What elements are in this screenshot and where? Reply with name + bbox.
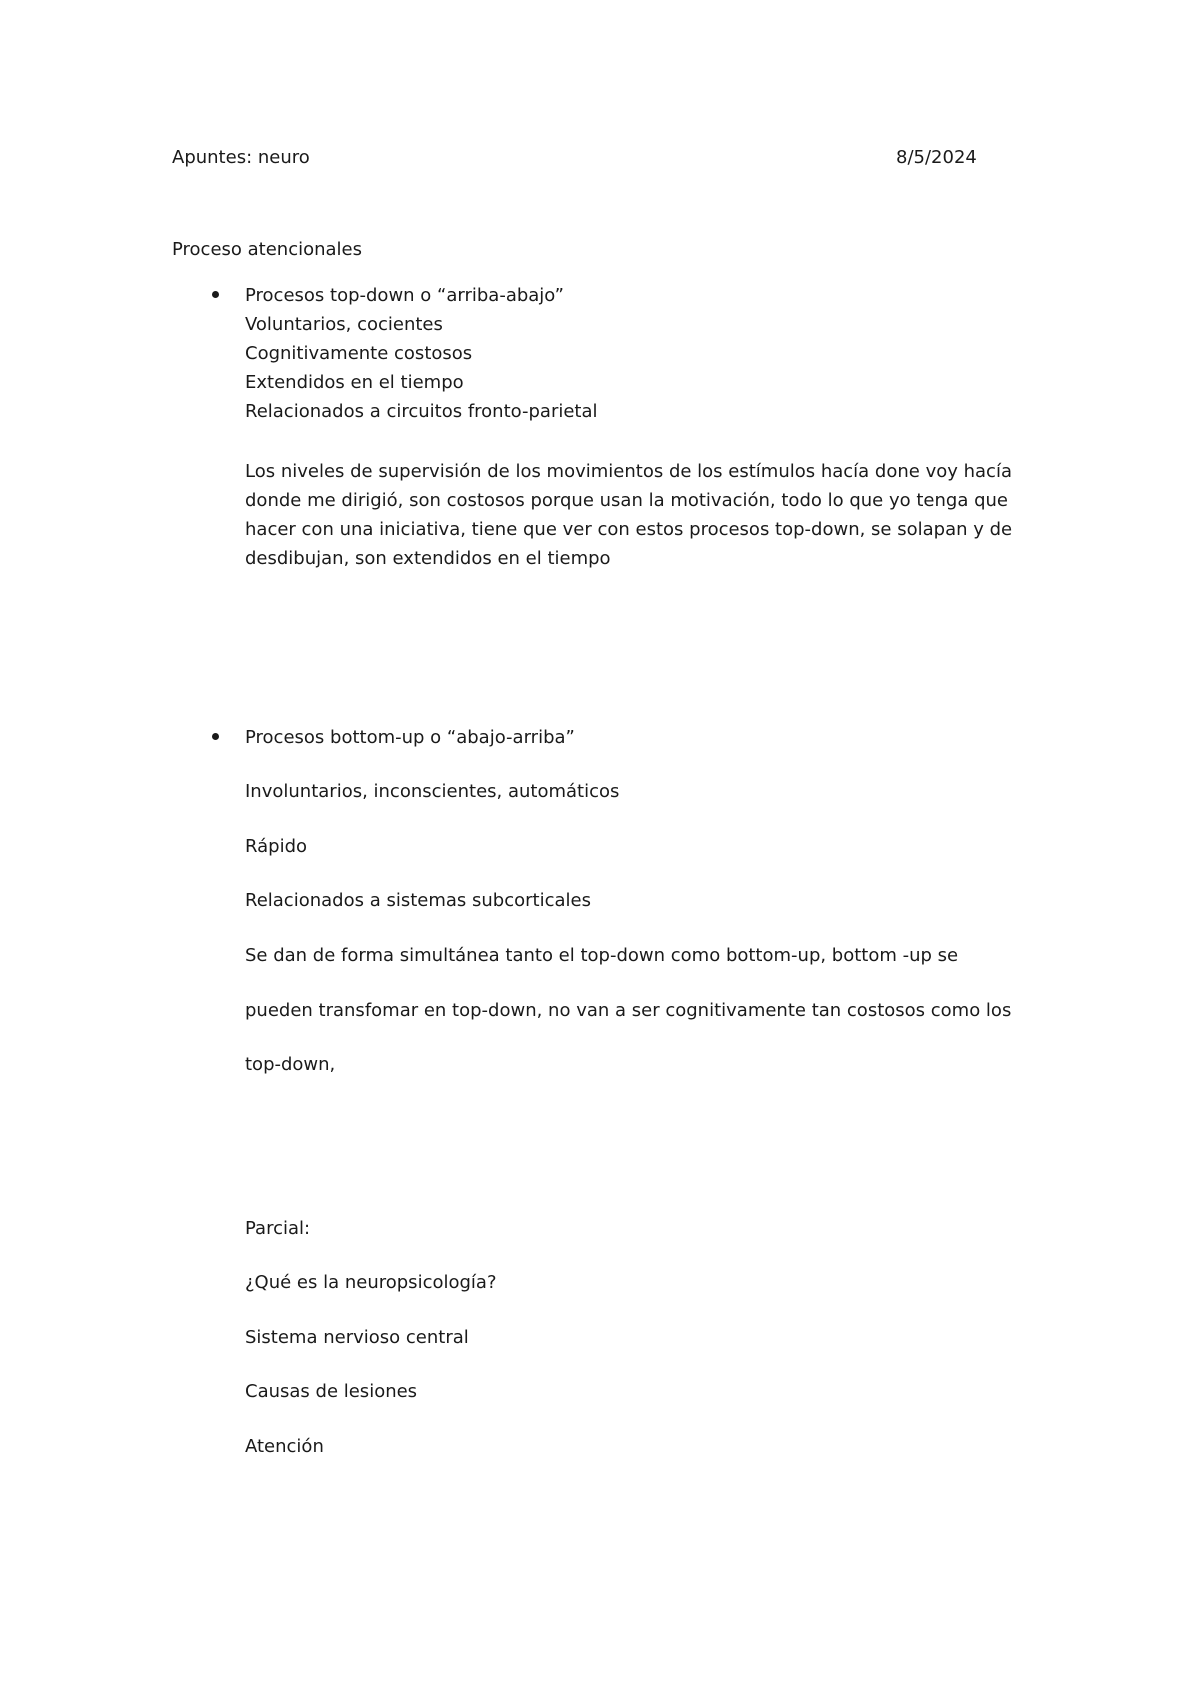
top-down-paragraph-line: Los niveles de supervisión de los movimientos de los estímulos hacía done voy hacía — [245, 461, 1012, 482]
bottom-up-item: Involuntarios, inconscientes, automáticos — [245, 781, 620, 802]
top-down-heading: Procesos top-down o “arriba-abajo” — [245, 285, 565, 306]
top-down-item: Cognitivamente costosos — [245, 343, 473, 364]
bottom-up-heading: Procesos bottom-up o “abajo-arriba” — [245, 727, 575, 748]
top-down-paragraph-line: desdibujan, son extendidos en el tiempo — [245, 548, 611, 569]
parcial-heading: Parcial: — [245, 1218, 311, 1239]
top-down-item: Relacionados a circuitos fronto-parietal — [245, 401, 598, 422]
bottom-up-item: Rápido — [245, 836, 308, 857]
top-down-item: Extendidos en el tiempo — [245, 372, 464, 393]
parcial-item: Causas de lesiones — [245, 1381, 418, 1402]
parcial-item: ¿Qué es la neuropsicología? — [245, 1272, 497, 1293]
top-down-paragraph-line: donde me dirigió, son costosos porque usan la motivación, todo lo que yo tenga que — [245, 490, 1008, 511]
bottom-up-item: Relacionados a sistemas subcorticales — [245, 890, 591, 911]
top-down-paragraph-line: hacer con una iniciativa, tiene que ver con estos procesos top-down, se solapan y de — [245, 519, 1013, 540]
bullet-icon — [212, 733, 219, 740]
document-date: 8/5/2024 — [896, 147, 977, 168]
top-down-item: Voluntarios, cocientes — [245, 314, 443, 335]
parcial-item: Sistema nervioso central — [245, 1327, 469, 1348]
section-title: Proceso atencionales — [172, 239, 363, 260]
bottom-up-paragraph-line: pueden transfomar en top-down, no van a ser cognitivamente tan costosos como los — [245, 1000, 1012, 1021]
bottom-up-paragraph-line: Se dan de forma simultánea tanto el top-down como bottom-up, bottom -up se — [245, 945, 959, 966]
document-title: Apuntes: neuro — [172, 147, 310, 168]
bottom-up-paragraph-line: top-down, — [245, 1054, 336, 1075]
parcial-item: Atención — [245, 1436, 324, 1457]
bullet-icon — [212, 291, 219, 298]
